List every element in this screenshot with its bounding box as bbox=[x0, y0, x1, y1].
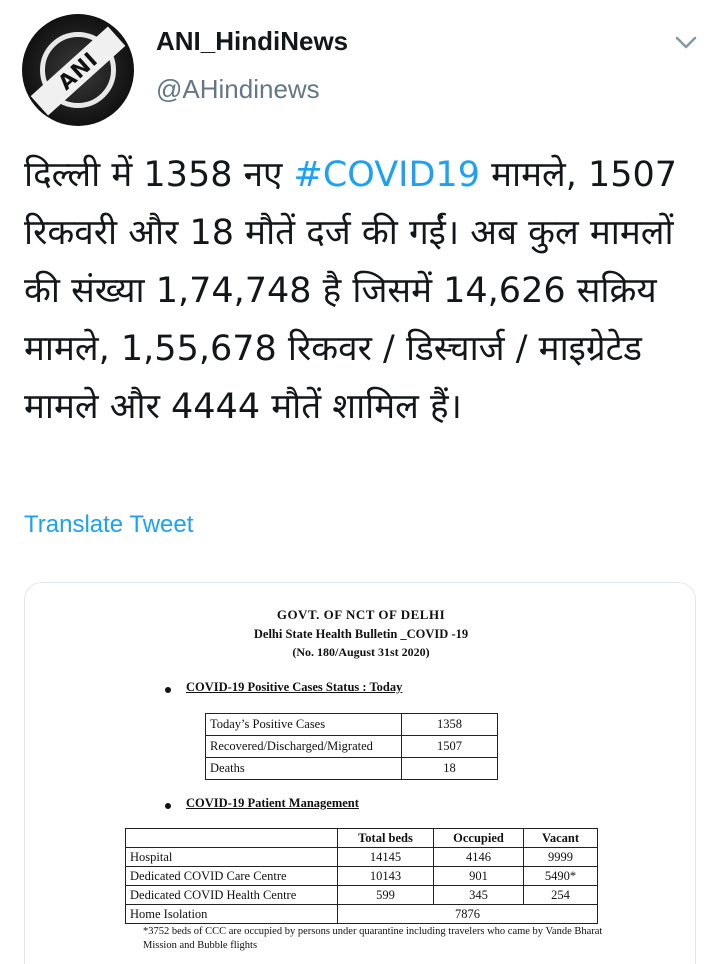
user-handle[interactable]: @AHindinews bbox=[156, 74, 320, 104]
section2-title: COVID-19 Patient Management bbox=[186, 796, 359, 810]
bulletin-footnote: *3752 beds of CCC are occupied by persons under quarantine including travelers who came by Vande Bharat Mission and Bubble flights bbox=[143, 926, 603, 951]
table-cell: 599 bbox=[338, 886, 434, 905]
table-cell: 9999 bbox=[524, 848, 598, 867]
table-row bbox=[206, 714, 498, 736]
today-status-table bbox=[205, 713, 498, 780]
table-header bbox=[126, 829, 338, 848]
table-cell: 4146 bbox=[434, 848, 524, 867]
table-row bbox=[126, 848, 598, 867]
health-bulletin-document bbox=[25, 583, 696, 964]
tweet-text-part: दिल्ली में 1358 नए bbox=[24, 155, 294, 195]
table-cell: Dedicated COVID Care Centre bbox=[126, 867, 338, 886]
avatar-logo-text: ANI bbox=[53, 47, 103, 95]
translate-tweet-link[interactable]: Translate Tweet bbox=[24, 511, 194, 538]
table-cell: Recovered/Discharged/Migrated bbox=[206, 736, 402, 758]
table-row bbox=[126, 867, 598, 886]
table-cell: Today’s Positive Cases bbox=[206, 714, 402, 736]
table-row bbox=[206, 736, 498, 758]
chevron-down-icon[interactable] bbox=[672, 28, 700, 56]
table-cell: Home Isolation bbox=[126, 905, 338, 924]
table-cell: 1507 bbox=[402, 736, 498, 758]
table-cell: 345 bbox=[434, 886, 524, 905]
table-cell: 5490* bbox=[524, 867, 598, 886]
tweet-text bbox=[24, 146, 700, 436]
section1-title: COVID-19 Positive Cases Status : Today bbox=[186, 680, 403, 694]
display-name[interactable]: ANI_HindiNews bbox=[156, 26, 349, 56]
table-cell: 1358 bbox=[402, 714, 498, 736]
bullet-dot bbox=[165, 803, 171, 809]
tweet-text-part: मामले, 1507 रिकवरी और 18 मौतें दर्ज की गईं। अब कुल मामलों की संख्या 1,74,748 है जिसमें 14,626 सक्रिय मामले, 1,55,678 रिकवर / डिस्चार्ज / माइग्रेटेड मामले और 4444 मौतें शामिल हैं। bbox=[24, 155, 678, 427]
table-row bbox=[206, 758, 498, 780]
table-row bbox=[126, 829, 598, 848]
table-cell: 14145 bbox=[338, 848, 434, 867]
avatar[interactable] bbox=[22, 14, 134, 126]
bulletin-number: (No. 180/August 31st 2020) bbox=[292, 645, 430, 659]
table-cell: Dedicated COVID Health Centre bbox=[126, 886, 338, 905]
table-cell: Hospital bbox=[126, 848, 338, 867]
table-cell: 7876 bbox=[338, 905, 598, 924]
table-cell: 10143 bbox=[338, 867, 434, 886]
hashtag-link[interactable]: #COVID19 bbox=[293, 155, 480, 195]
table-header: Occupied bbox=[434, 829, 524, 848]
bulletin-title: GOVT. OF NCT OF DELHI bbox=[276, 607, 446, 622]
table-header: Total beds bbox=[338, 829, 434, 848]
bulletin-subtitle: Delhi State Health Bulletin _COVID -19 bbox=[253, 627, 469, 641]
bullet-dot bbox=[165, 687, 171, 693]
tweet-media-image[interactable] bbox=[24, 582, 696, 964]
table-cell: 254 bbox=[524, 886, 598, 905]
table-cell: 18 bbox=[402, 758, 498, 780]
table-row bbox=[126, 886, 598, 905]
table-cell: 901 bbox=[434, 867, 524, 886]
patient-management-table bbox=[125, 828, 598, 924]
table-header: Vacant bbox=[524, 829, 598, 848]
table-cell: Deaths bbox=[206, 758, 402, 780]
table-row bbox=[126, 905, 598, 924]
